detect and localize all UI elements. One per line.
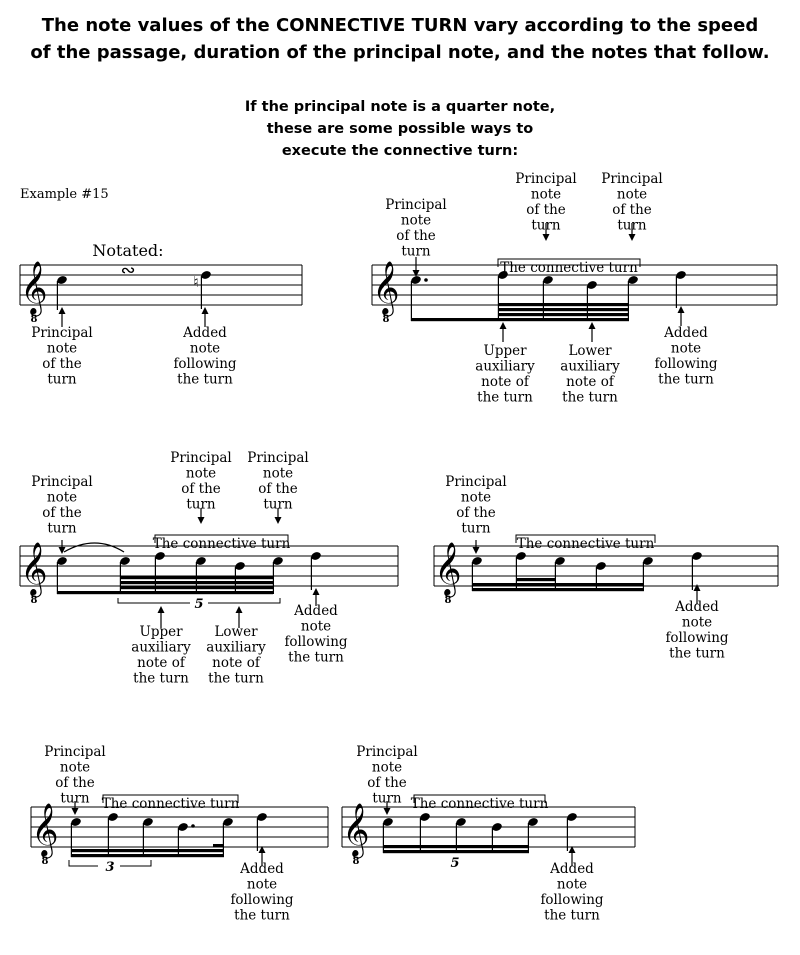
- example-quintuplet: [20, 450, 398, 687]
- beam: [498, 303, 629, 306]
- beam: [120, 581, 273, 584]
- example-16ths: [434, 474, 778, 662]
- beam: [57, 591, 273, 594]
- added-note-caption-line: following: [654, 356, 718, 372]
- principal-note-caption-line: note: [46, 489, 78, 506]
- tie: [64, 543, 124, 552]
- upper-aux-caption-line: note of: [481, 374, 529, 390]
- principal-note-caption-line: note: [400, 212, 432, 229]
- upper-aux-caption-line: auxiliary: [475, 358, 535, 375]
- added-note-caption-line: note: [681, 614, 713, 631]
- added-note-caption-line: note: [189, 340, 221, 357]
- augmentation-dot: [191, 824, 195, 828]
- tuplet-number: 5: [450, 856, 460, 871]
- arrow-down-icon: [59, 547, 66, 554]
- octave-below-mark: 8: [352, 856, 360, 867]
- beam: [71, 854, 224, 857]
- connective-turn-label: The connective turn: [516, 536, 655, 552]
- beam: [411, 318, 629, 321]
- lower-aux-caption-line: auxiliary: [206, 639, 266, 656]
- added-note-caption-line: the turn: [658, 371, 714, 388]
- connective-turn-label: The connective turn: [410, 796, 549, 812]
- principal-note-caption-line: of the: [526, 202, 566, 218]
- principal-note-caption-line: Principal: [601, 171, 663, 187]
- subtitle-line: these are some possible ways to: [266, 121, 534, 137]
- principal-note-caption-line: note: [616, 186, 648, 203]
- principal-note-caption-line: of the: [55, 775, 95, 791]
- principal-note-caption-line: of the: [181, 481, 221, 497]
- example-label: Example #15: [20, 187, 109, 202]
- principal-note-caption-line: Principal: [515, 171, 577, 187]
- principal-note-caption-line: turn: [461, 520, 491, 537]
- arrow-down-icon: [413, 270, 420, 277]
- treble-clef-icon: 𝄞: [434, 541, 462, 595]
- beam: [213, 844, 224, 847]
- arrow-up-icon: [158, 606, 165, 613]
- turn-icon: ∾: [120, 260, 136, 281]
- added-note-caption-line: note: [670, 340, 702, 357]
- beam: [472, 583, 644, 586]
- tuplet-number: 3: [105, 860, 115, 875]
- arrow-up-icon: [313, 588, 320, 595]
- principal-note-caption-line: Principal: [385, 197, 447, 213]
- principal-note-caption-line: Principal: [31, 474, 93, 490]
- arrow-up-icon: [500, 322, 507, 329]
- lower-aux-caption-line: the turn: [562, 389, 618, 406]
- tuplet-bracket: [69, 860, 98, 866]
- upper-aux-caption-line: Upper: [139, 624, 183, 640]
- connective-turn-label: The connective turn: [152, 536, 291, 552]
- arrow-up-icon: [694, 584, 701, 591]
- principal-note-caption-line: of the: [42, 505, 82, 521]
- principal-note-caption-line: note: [460, 489, 492, 506]
- tuplet-bracket: [120, 860, 151, 866]
- treble-clef-icon: 𝄞: [372, 260, 400, 314]
- lower-aux-caption-line: Lower: [214, 624, 258, 640]
- added-note-caption-line: Added: [664, 325, 708, 341]
- title-line: of the passage, duration of the principal note, and the notes that follow.: [30, 42, 770, 63]
- octave-below-mark: 8: [30, 314, 38, 325]
- example-triplet: [31, 744, 328, 924]
- added-note-caption-line: note: [300, 618, 332, 635]
- added-note-caption-line: Added: [183, 325, 227, 341]
- arrow-down-icon: [72, 808, 79, 815]
- principal-note-caption-line: turn: [186, 496, 216, 513]
- arrow-down-icon: [384, 808, 391, 815]
- principal-note-caption-line: of the: [258, 481, 298, 497]
- octave-below-mark: 8: [30, 595, 38, 606]
- principal-note-caption-line: of the: [42, 356, 82, 372]
- principal-note-caption-line: note: [185, 465, 217, 482]
- principal-note-caption-line: turn: [617, 217, 647, 234]
- principal-note-caption-line: Principal: [356, 744, 418, 760]
- added-note-caption-line: following: [173, 356, 237, 372]
- principal-note-caption-line: of the: [367, 775, 407, 791]
- added-note-caption-line: note: [246, 876, 278, 893]
- added-note-caption-line: note: [556, 876, 588, 893]
- octave-below-mark: 8: [444, 595, 452, 606]
- added-note-caption-line: following: [284, 634, 348, 650]
- added-note-caption-line: the turn: [544, 907, 600, 924]
- beam: [516, 578, 556, 581]
- upper-aux-caption-line: Upper: [483, 343, 527, 359]
- added-note-caption-line: Added: [550, 861, 594, 877]
- principal-note-caption-line: note: [59, 759, 91, 776]
- connective-turn-label: The connective turn: [500, 260, 638, 276]
- example-32nds: [372, 171, 777, 406]
- principal-note-caption-line: Principal: [445, 474, 507, 490]
- principal-note-caption-line: turn: [263, 496, 293, 513]
- octave-below-mark: 8: [41, 856, 49, 867]
- arrow-up-icon: [589, 322, 596, 329]
- arrow-up-icon: [59, 307, 66, 314]
- arrow-down-icon: [473, 547, 480, 554]
- beam: [71, 849, 224, 852]
- arrow-down-icon: [275, 517, 282, 524]
- lower-aux-caption-line: the turn: [208, 670, 264, 687]
- beam: [383, 845, 529, 848]
- principal-note-caption-line: Principal: [44, 744, 106, 760]
- added-note-caption-line: following: [665, 630, 729, 646]
- treble-clef-icon: 𝄞: [20, 260, 48, 314]
- treble-clef-icon: 𝄞: [31, 802, 59, 856]
- tuplet-number: 5: [194, 597, 204, 612]
- example-notated: [20, 241, 302, 388]
- principal-note-caption-line: note: [262, 465, 294, 482]
- added-note-caption-line: the turn: [234, 907, 290, 924]
- principal-note-caption-line: of the: [612, 202, 652, 218]
- added-note-caption-line: the turn: [177, 371, 233, 388]
- beam: [120, 576, 273, 579]
- added-note-caption-line: the turn: [669, 645, 725, 662]
- lower-aux-caption-line: Lower: [568, 343, 612, 359]
- beam: [383, 850, 529, 853]
- principal-note-caption-line: Principal: [170, 450, 232, 466]
- principal-note-caption-line: of the: [396, 228, 436, 244]
- principal-note-caption-line: turn: [531, 217, 561, 234]
- notated-label: Notated:: [92, 241, 164, 260]
- lower-aux-caption-line: note of: [566, 374, 614, 390]
- octave-below-mark: 8: [382, 314, 390, 325]
- upper-aux-caption-line: note of: [137, 655, 185, 671]
- principal-note-caption-line: note: [371, 759, 403, 776]
- lower-aux-caption-line: note of: [212, 655, 260, 671]
- treble-clef-icon: 𝄞: [20, 541, 48, 595]
- augmentation-dot: [424, 278, 428, 282]
- principal-note-caption-line: of the: [456, 505, 496, 521]
- connective-turn-label: The connective turn: [101, 796, 240, 812]
- tuplet-bracket: [118, 598, 190, 603]
- arrow-up-icon: [202, 307, 209, 314]
- arrow-down-icon: [198, 517, 205, 524]
- treble-clef-icon: 𝄞: [342, 802, 370, 856]
- beam: [498, 308, 629, 311]
- added-note-caption-line: Added: [240, 861, 284, 877]
- principal-note-caption-line: note: [530, 186, 562, 203]
- principal-note-caption-line: turn: [372, 790, 402, 807]
- added-note-caption-line: Added: [294, 603, 338, 619]
- tuplet-bracket: [208, 598, 280, 603]
- upper-aux-caption-line: auxiliary: [131, 639, 191, 656]
- principal-note-caption-line: Principal: [31, 325, 93, 341]
- beam: [472, 588, 644, 591]
- principal-note-caption-line: turn: [60, 790, 90, 807]
- example-quintuplet-16ths: [342, 744, 635, 924]
- added-note-caption-line: the turn: [288, 649, 344, 666]
- added-note-caption-line: following: [540, 892, 604, 908]
- principal-note-caption-line: turn: [47, 520, 77, 537]
- principal-note-caption-line: turn: [401, 243, 431, 260]
- arrow-down-icon: [543, 234, 550, 241]
- title-line: The note values of the CONNECTIVE TURN vary according to the speed: [41, 15, 759, 36]
- subtitle-line: execute the connective turn:: [281, 143, 519, 159]
- upper-aux-caption-line: the turn: [133, 670, 189, 687]
- added-note-caption-line: Added: [675, 599, 719, 615]
- principal-note-caption-line: note: [46, 340, 78, 357]
- upper-aux-caption-line: the turn: [477, 389, 533, 406]
- principal-note-caption-line: turn: [47, 371, 77, 388]
- lower-aux-caption-line: auxiliary: [560, 358, 620, 375]
- arrow-up-icon: [678, 306, 685, 313]
- beam: [498, 313, 629, 316]
- beam: [120, 586, 273, 589]
- natural-icon: ♮: [193, 273, 199, 291]
- added-note-caption-line: following: [230, 892, 294, 908]
- arrow-up-icon: [236, 606, 243, 613]
- subtitle-line: If the principal note is a quarter note,: [244, 99, 556, 115]
- principal-note-caption-line: Principal: [247, 450, 309, 466]
- arrow-down-icon: [629, 234, 636, 241]
